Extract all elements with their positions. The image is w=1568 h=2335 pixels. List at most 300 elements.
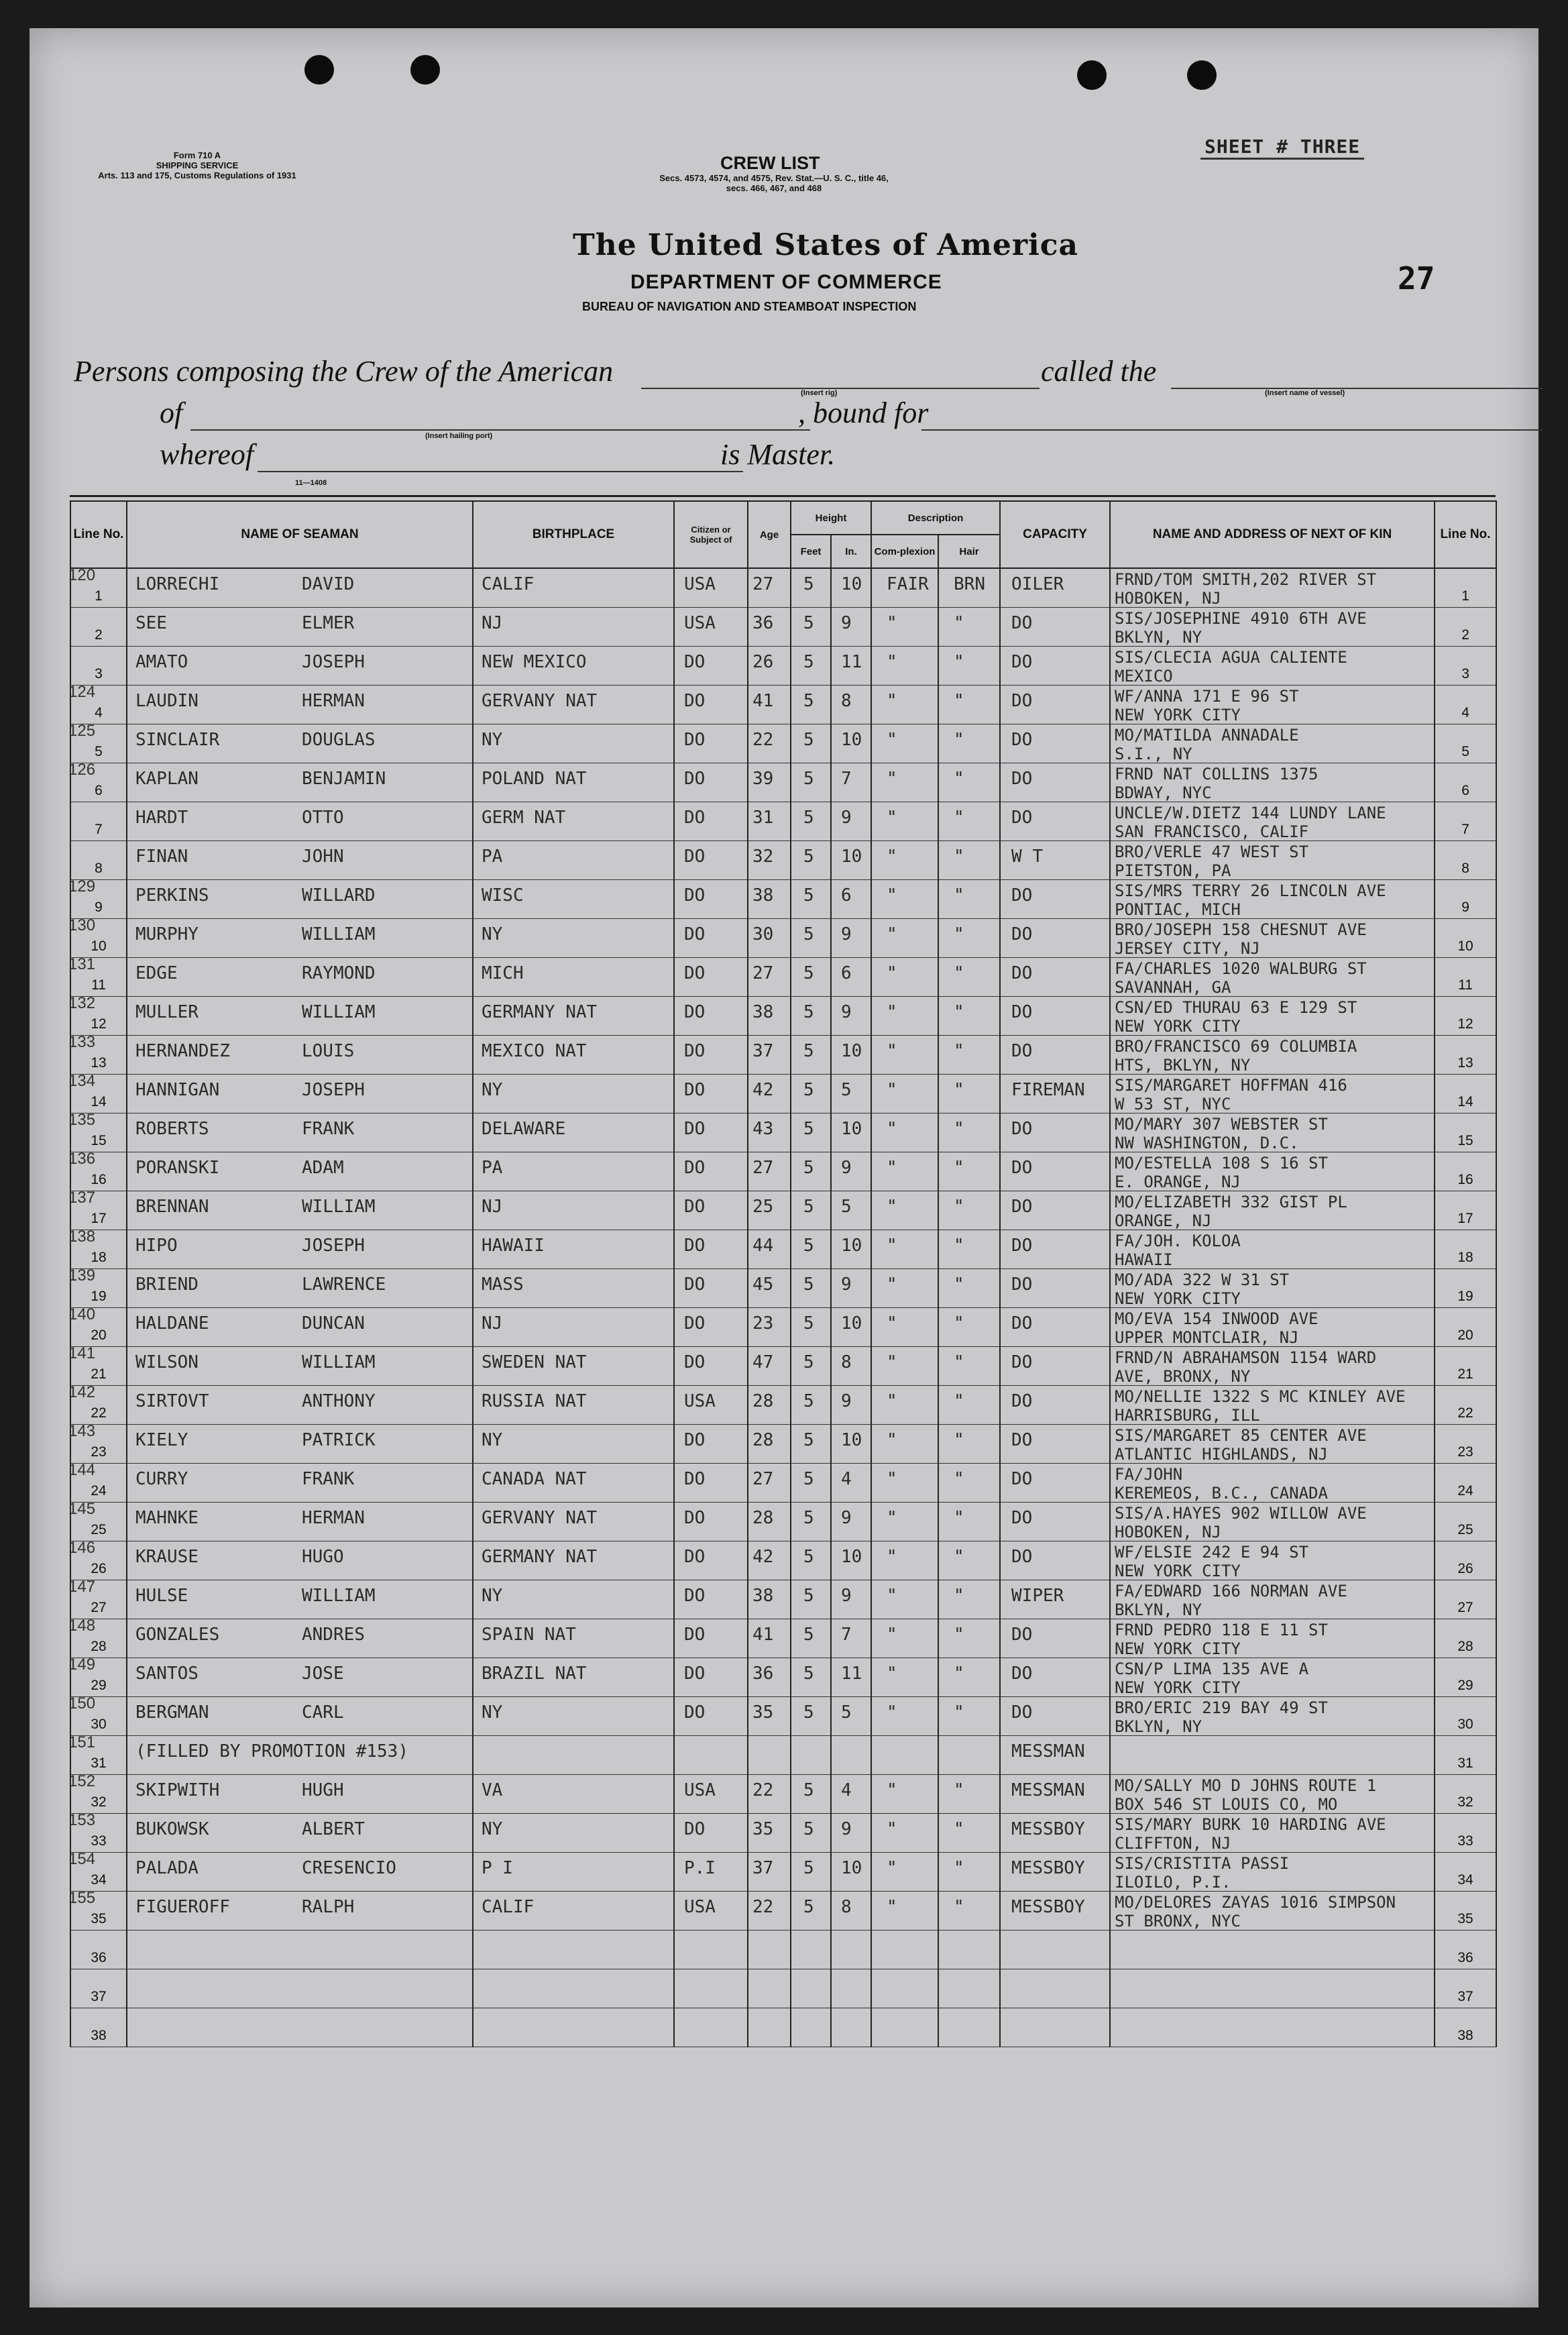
feet-cell: 5 [803,1158,814,1178]
rig-line [641,388,1040,389]
next-of-kin-cell: SIS/MARGARET HOFFMAN 416 W 53 ST, NYC [1115,1076,1347,1114]
feet-cell: 5 [803,1508,814,1528]
col-birthplace: BIRTHPLACE [473,501,674,568]
inches-cell: 5 [841,1080,852,1100]
given-name-cell: ALBERT [302,1819,365,1839]
rule-line [70,495,1496,497]
given-name-cell: HUGO [302,1547,344,1567]
feet-cell: 5 [803,1469,814,1489]
line-number-right: 16 [1457,1172,1473,1187]
citizenship-cell: DO [684,1158,706,1178]
capacity-cell: DO [1011,1041,1033,1061]
punch-hole [304,55,334,85]
complexion-cell: " [887,1391,897,1411]
feet-cell: 5 [803,963,814,983]
citizenship-cell: DO [684,691,706,711]
capacity-cell: DO [1011,1547,1033,1567]
age-cell: 38 [752,885,774,906]
age-cell: 39 [752,769,774,789]
citizenship-cell: USA [684,613,716,633]
citizenship-cell: USA [684,574,716,594]
table-row [70,1347,1496,1386]
stamp-number: 143 [68,1422,96,1440]
birthplace-cell: VA [482,1780,503,1800]
punch-hole [1187,60,1217,90]
line-number-right: 32 [1457,1794,1473,1810]
age-cell: 37 [752,1041,774,1061]
birthplace-cell: WISC [482,885,524,906]
form-title: CREW LIST [720,153,820,173]
line-number-right: 21 [1457,1366,1473,1382]
line-number-right: 15 [1457,1133,1473,1148]
given-name-cell: HUGH [302,1780,344,1800]
citizenship-cell: DO [684,1819,706,1839]
next-of-kin-cell: MO/MARY 307 WEBSTER ST NW WASHINGTON, D.C. [1115,1115,1328,1152]
inches-cell: 5 [841,1702,852,1723]
feet-cell: 5 [803,924,814,944]
table-row [70,1503,1496,1541]
birthplace-cell: P I [482,1858,513,1878]
citizenship-cell: DO [684,963,706,983]
feet-cell: 5 [803,1080,814,1100]
stamp-number: 132 [68,994,96,1012]
complexion-cell: " [887,924,897,944]
table-row [70,1775,1496,1814]
col-hair: Hair [938,535,1000,568]
line-number-right: 17 [1457,1211,1473,1226]
citizenship-cell: DO [684,1586,706,1606]
given-name-cell: OTTO [302,808,344,828]
next-of-kin-cell: MO/ESTELLA 108 S 16 ST E. ORANGE, NJ [1115,1154,1328,1191]
inches-cell: 9 [841,808,852,828]
given-name-cell: JOSEPH [302,1236,365,1256]
capacity-cell: DO [1011,1197,1033,1217]
hair-cell: " [954,1352,964,1372]
table-row [70,608,1496,647]
next-of-kin-cell: MO/EVA 154 INWOOD AVE UPPER MONTCLAIR, NJ [1115,1309,1319,1347]
capacity-cell: MESSBOY [1011,1858,1085,1878]
complexion-cell: " [887,1897,897,1917]
inches-cell: 9 [841,924,852,944]
line-number: 29 [91,1678,107,1693]
citizenship-cell: DO [684,1702,706,1723]
complexion-cell: " [887,1274,897,1295]
line-number: 23 [91,1444,107,1460]
inches-cell: 10 [841,730,862,750]
age-cell: 41 [752,1625,774,1645]
stamp-number: 144 [68,1461,96,1479]
capacity-cell: MESSBOY [1011,1897,1085,1917]
line-number: 26 [91,1561,107,1576]
inches-cell: 9 [841,1274,852,1295]
age-cell: 28 [752,1391,774,1411]
citizenship-cell: DO [684,1080,706,1100]
is-master-label: is Master. [720,438,836,471]
birthplace-cell: POLAND NAT [482,769,587,789]
citizenship-cell: DO [684,1041,706,1061]
age-cell: 35 [752,1819,774,1839]
stamp-number: 147 [68,1578,96,1596]
citizenship-cell: DO [684,847,706,867]
inches-cell: 11 [841,1664,862,1684]
line-number-right: 22 [1457,1405,1473,1421]
stamp-number: 138 [68,1228,96,1246]
line-number-right: 33 [1457,1833,1473,1849]
stamp-number: 136 [68,1150,96,1168]
stamp-number: 145 [68,1500,96,1518]
surname-cell: PERKINS [135,885,209,906]
hair-cell: " [954,847,964,867]
birthplace-cell: GERVANY NAT [482,1508,598,1528]
hair-cell: " [954,963,964,983]
given-name-cell: JOSEPH [302,1080,365,1100]
feet-cell: 5 [803,730,814,750]
feet-cell: 5 [803,613,814,633]
surname-cell: HIPO [135,1236,178,1256]
table-row [70,958,1496,997]
given-name-cell: HERMAN [302,691,365,711]
next-of-kin-cell: WF/ANNA 171 E 96 ST NEW YORK CITY [1115,687,1299,724]
line-number-right: 9 [1461,900,1469,915]
feet-cell: 5 [803,1391,814,1411]
given-name-cell: JOHN [302,847,344,867]
department: DEPARTMENT OF COMMERCE [630,271,942,293]
birthplace-cell: NEW MEXICO [482,652,587,672]
birthplace-cell: NY [482,1586,503,1606]
capacity-cell: WIPER [1011,1586,1064,1606]
capacity-cell: DO [1011,1702,1033,1723]
line-number-right: 38 [1457,2028,1473,2043]
next-of-kin-cell: MO/MATILDA ANNADALE S.I., NY [1115,726,1299,763]
line-number-right: 28 [1457,1639,1473,1654]
inches-cell: 11 [841,652,862,672]
complexion-cell: " [887,847,897,867]
complexion-cell: " [887,1508,897,1528]
given-name-cell: RAYMOND [302,963,376,983]
capacity-cell: MESSMAN [1011,1741,1085,1761]
line-number: 13 [91,1055,107,1071]
table-row [70,1736,1496,1775]
age-cell: 35 [752,1702,774,1723]
col-height: Height [791,501,871,535]
inches-cell: 4 [841,1780,852,1800]
col-line-no-right: Line No. [1435,501,1496,568]
country-heading: The United States of America [573,228,1079,262]
given-name-cell: DUNCAN [302,1313,365,1334]
next-of-kin-cell: FA/EDWARD 166 NORMAN AVE BKLYN, NY [1115,1582,1347,1619]
called-the-label: called the [1041,355,1157,388]
feet-cell: 5 [803,1664,814,1684]
line-number: 8 [95,861,103,876]
capacity-cell: DO [1011,1508,1033,1528]
complexion-cell: " [887,1313,897,1334]
line-number-right: 19 [1457,1289,1473,1304]
hair-cell: " [954,1702,964,1723]
next-of-kin-cell: MO/ADA 322 W 31 ST NEW YORK CITY [1115,1270,1290,1308]
capacity-cell: DO [1011,1352,1033,1372]
stamp-number: 153 [68,1811,96,1829]
age-cell: 42 [752,1080,774,1100]
capacity-cell: DO [1011,652,1033,672]
table-row [70,1075,1496,1114]
table-row [70,919,1496,958]
port-caption: (Insert hailing port) [425,432,493,440]
inches-cell: 10 [841,1313,862,1334]
complexion-cell: " [887,1469,897,1489]
surname-cell: KAPLAN [135,769,199,789]
surname-cell: SINCLAIR [135,730,220,750]
table-row [70,1425,1496,1464]
citizenship-cell: USA [684,1391,716,1411]
feet-cell: 5 [803,1780,814,1800]
birthplace-cell: NJ [482,613,503,633]
capacity-cell: DO [1011,691,1033,711]
feet-cell: 5 [803,808,814,828]
table-row [70,686,1496,724]
line-number: 6 [95,783,103,798]
given-name-cell: WILLARD [302,885,376,906]
surname-cell: FIGUEROFF [135,1897,230,1917]
birthplace-cell: NY [482,1080,503,1100]
surname-cell: HALDANE [135,1313,209,1334]
port-line [190,429,810,431]
hair-cell: " [954,1313,964,1334]
surname-cell: SANTOS [135,1664,199,1684]
birthplace-cell: NJ [482,1313,503,1334]
surname-cell: LAUDIN [135,691,199,711]
table-row [70,1308,1496,1347]
hair-cell: " [954,1119,964,1139]
hair-cell: " [954,1274,964,1295]
line-number-right: 34 [1457,1872,1473,1888]
age-cell: 22 [752,1897,774,1917]
stamp-number: 135 [68,1111,96,1129]
next-of-kin-cell: SIS/JOSEPHINE 4910 6TH AVE BKLYN, NY [1115,609,1367,647]
inches-cell: 10 [841,1858,862,1878]
line-number-right: 29 [1457,1678,1473,1693]
feet-cell: 5 [803,1586,814,1606]
line-number-right: 4 [1461,705,1469,720]
stamp-number: 146 [68,1539,96,1557]
table-row [70,1931,1496,1969]
feet-cell: 5 [803,1702,814,1723]
inches-cell: 10 [841,1430,862,1450]
capacity-cell: DO [1011,1002,1033,1022]
next-of-kin-cell: BRO/ERIC 219 BAY 49 ST BKLYN, NY [1115,1698,1328,1736]
birthplace-cell: PA [482,1158,503,1178]
citizenship-cell: DO [684,652,706,672]
line-number: 19 [91,1289,107,1304]
hair-cell: " [954,730,964,750]
line-number-right: 5 [1461,744,1469,759]
col-citizen: Citizen or Subject of [674,501,748,568]
hair-cell: " [954,1664,964,1684]
age-cell: 32 [752,847,774,867]
citizenship-cell: DO [684,1002,706,1022]
birthplace-cell: NJ [482,1197,503,1217]
feet-cell: 5 [803,769,814,789]
surname-cell: PALADA [135,1858,199,1878]
given-name-cell: ELMER [302,613,355,633]
citizenship-cell: DO [684,808,706,828]
line-number-right: 1 [1461,588,1469,604]
stamp-number: 129 [68,877,96,895]
surname-cell: SEE [135,613,167,633]
table-row [70,1619,1496,1658]
surname-cell: MAHNKE [135,1508,199,1528]
surname-cell: MURPHY [135,924,199,944]
line-number: 16 [91,1172,107,1187]
given-name-cell: ANDRES [302,1625,365,1645]
table-row [70,1658,1496,1697]
line-number: 36 [91,1950,107,1965]
capacity-cell: FIREMAN [1011,1080,1085,1100]
surname-cell: ROBERTS [135,1119,209,1139]
capacity-cell: DO [1011,1274,1033,1295]
table-row [70,647,1496,686]
line-number: 1 [95,588,103,604]
line-number: 7 [95,822,103,837]
birthplace-cell: MEXICO NAT [482,1041,587,1061]
line-number: 38 [91,2028,107,2043]
stamp-number: 142 [68,1383,96,1401]
inches-cell: 4 [841,1469,852,1489]
given-name-cell: JOSE [302,1664,344,1684]
persons-label: Persons composing the Crew of the American [74,355,614,388]
complexion-cell: " [887,1625,897,1645]
citizenship-cell: USA [684,1897,716,1917]
line-number: 33 [91,1833,107,1849]
stamp-number: 126 [68,761,96,779]
stamp-number: 148 [68,1617,96,1635]
feet-cell: 5 [803,1625,814,1645]
line-number: 10 [91,938,107,954]
line-number: 11 [91,977,106,993]
line-number-right: 12 [1457,1016,1473,1032]
capacity-cell: DO [1011,613,1033,633]
feet-cell: 5 [803,1819,814,1839]
given-name-cell: WILLIAM [302,924,376,944]
line-number: 9 [95,900,103,915]
complexion-cell: " [887,885,897,906]
birthplace-cell: BRAZIL NAT [482,1664,587,1684]
capacity-cell: DO [1011,808,1033,828]
complexion-cell: " [887,1547,897,1567]
hair-cell: " [954,613,964,633]
given-name-cell: WILLIAM [302,1352,376,1372]
capacity-cell: DO [1011,1430,1033,1450]
age-cell: 27 [752,574,774,594]
table-row [70,1580,1496,1619]
line-number-right: 20 [1457,1327,1473,1343]
capacity-cell: DO [1011,1469,1033,1489]
inches-cell: 6 [841,963,852,983]
line-number-right: 13 [1457,1055,1473,1071]
line-number: 4 [95,705,103,720]
stamp-number: 139 [68,1266,96,1285]
vessel-caption: (Insert name of vessel) [1265,389,1345,397]
line-number: 28 [91,1639,107,1654]
complexion-cell: " [887,1002,897,1022]
hair-cell: BRN [954,574,985,594]
punch-hole [410,55,440,85]
citizenship-cell: DO [684,885,706,906]
age-cell: 36 [752,1664,774,1684]
citizenship-cell: USA [684,1780,716,1800]
next-of-kin-cell: MO/DELORES ZAYAS 1016 SIMPSON ST BRONX, NYC [1115,1893,1396,1931]
line-number: 31 [91,1755,107,1771]
capacity-cell: DO [1011,1625,1033,1645]
line-number-right: 25 [1457,1522,1473,1537]
feet-cell: 5 [803,1119,814,1139]
whereof-label: whereof [160,438,254,471]
stamp-number: 120 [68,566,96,584]
line-number-right: 3 [1461,666,1469,682]
feet-cell: 5 [803,1236,814,1256]
inches-cell: 9 [841,1586,852,1606]
hair-cell: " [954,1508,964,1528]
citizenship-cell: P.I [684,1858,716,1878]
next-of-kin-cell: FRND/N ABRAHAMSON 1154 WARD AVE, BRONX, NY [1115,1348,1377,1386]
given-name-cell: DOUGLAS [302,730,376,750]
hair-cell: " [954,1469,964,1489]
table-row [70,724,1496,763]
next-of-kin-cell: SIS/CRISTITA PASSI ILOILO, P.I. [1115,1854,1290,1892]
feet-cell: 5 [803,1197,814,1217]
surname-cell: KRAUSE [135,1547,199,1567]
line-number: 3 [95,666,103,682]
surname-cell: HULSE [135,1586,188,1606]
citizenship-cell: DO [684,1352,706,1372]
surname-cell: AMATO [135,652,188,672]
inches-cell: 7 [841,769,852,789]
hair-cell: " [954,1897,964,1917]
line-number-right: 24 [1457,1483,1473,1499]
next-of-kin-cell: SIS/MRS TERRY 26 LINCOLN AVE PONTIAC, MICH [1115,881,1386,919]
surname-cell: (FILLED BY PROMOTION #153) [135,1741,408,1761]
complexion-cell: " [887,1664,897,1684]
line-number: 34 [91,1872,107,1888]
citizenship-cell: DO [684,1236,706,1256]
form-number: Form 710 A SHIPPING SERVICE Arts. 113 and 175, Customs Regulations of 1931 [98,150,296,180]
line-number: 32 [91,1794,107,1810]
surname-cell: PORANSKI [135,1158,220,1178]
complexion-cell: " [887,652,897,672]
complexion-cell: " [887,1197,897,1217]
feet-cell: 5 [803,1430,814,1450]
table-row [70,1152,1496,1191]
hair-cell: " [954,1236,964,1256]
complexion-cell: " [887,1702,897,1723]
age-cell: 27 [752,1469,774,1489]
birthplace-cell: NY [482,1702,503,1723]
capacity-cell: DO [1011,1391,1033,1411]
line-number: 20 [91,1327,107,1343]
citizenship-cell: DO [684,1547,706,1567]
stamp-number: 137 [68,1189,96,1207]
inches-cell: 9 [841,1819,852,1839]
next-of-kin-cell: SIS/CLECIA AGUA CALIENTE MEXICO [1115,648,1347,686]
stamp-number: 150 [68,1694,96,1713]
citizenship-cell: DO [684,1625,706,1645]
given-name-cell: LOUIS [302,1041,355,1061]
birthplace-cell: HAWAII [482,1236,545,1256]
age-cell: 43 [752,1119,774,1139]
table-row [70,1036,1496,1075]
capacity-cell: DO [1011,885,1033,906]
capacity-cell: DO [1011,963,1033,983]
birthplace-cell: GERVANY NAT [482,691,598,711]
